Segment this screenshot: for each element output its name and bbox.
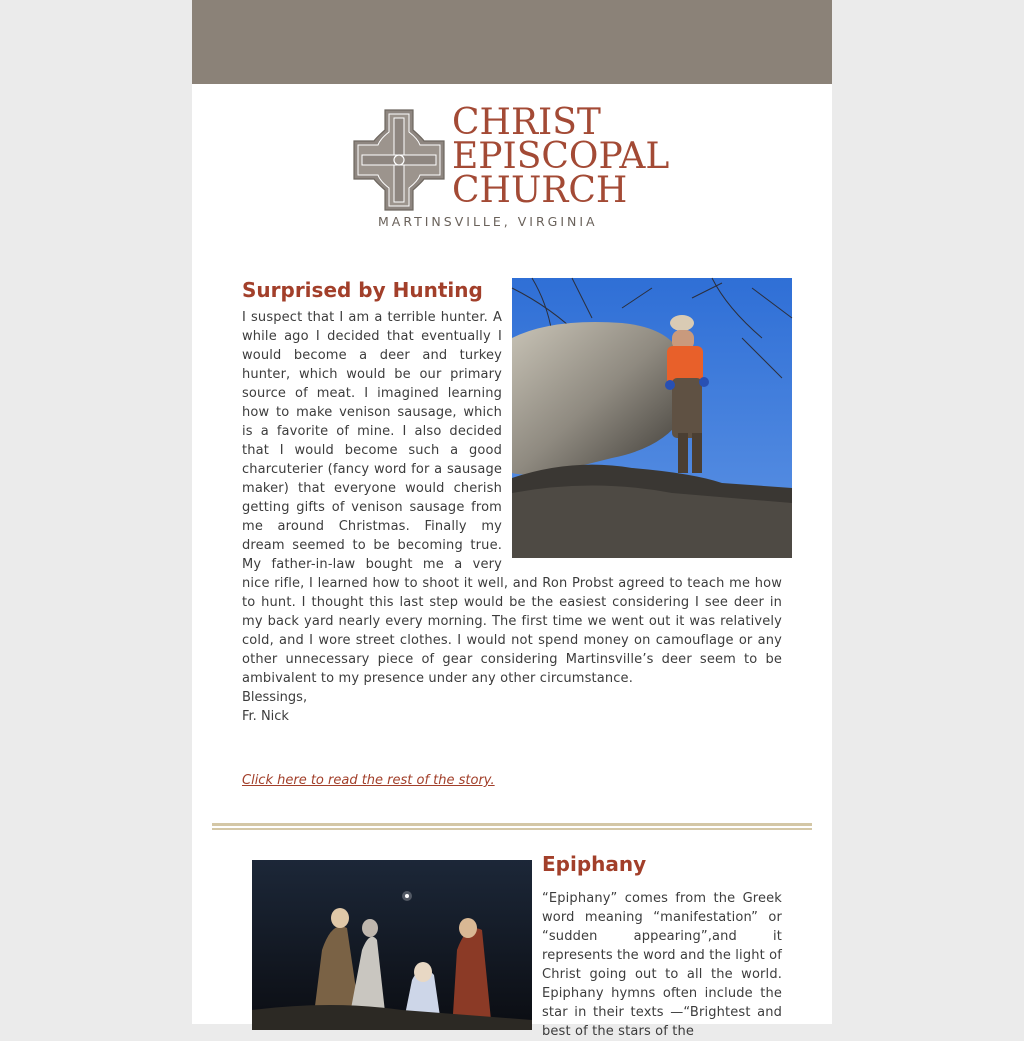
signature-text: Fr. Nick	[242, 709, 289, 724]
article-body: I suspect that I am a terrible hunter. A while ago I decided that eventually I would become a deer and turkey hunter, which would be our primary source of meat. I imagined learning how to make venison sausage, which is a favorite of mine. I also decided that I would become such a good charcuterier (fancy word for a sausage maker) that everyone would cherish getting gifts of venison sausage from me around Christmas. Finally my dream seemed to be becoming true. My father-in-law bought me a very nice rifle, I learned how to shoot it well, and Ron Probst agreed to teach me how to hunt. I thought this last step would be the easiest considering I see deer in my back yard nearly every morning. The first time we went out it was relatively cold, and I wore street clothes. I would not spend money on camouflage or any other unnecessary piece of gear considering Martinsville’s deer seem to be ambivalent to my presence under any other circumstance.	[242, 310, 782, 686]
logo-line-2: EPISCOPAL	[452, 136, 670, 177]
hunter-photo[interactable]	[512, 278, 792, 558]
section-divider	[212, 823, 812, 830]
logo-tagline: MARTINSVILLE, VIRGINIA	[378, 214, 598, 229]
church-logo[interactable]	[352, 102, 674, 230]
article-epiphany	[542, 852, 782, 1041]
article-surprised-by-hunting	[242, 278, 782, 726]
cross-icon	[352, 108, 446, 212]
closing-text: Blessings,	[242, 690, 308, 705]
article-title: Surprised by Hunting	[242, 278, 483, 302]
logo-line-1: CHRIST	[452, 102, 601, 143]
logo-wordmark	[452, 102, 670, 211]
logo-line-3: CHURCH	[452, 170, 628, 211]
nativity-photo[interactable]	[252, 860, 532, 1030]
article-title: Epiphany	[542, 852, 647, 876]
read-more-link[interactable]: Click here to read the rest of the story.	[242, 773, 495, 788]
article-body: “Epiphany” comes from the Greek word meaning “manifestation” or “sudden appearing”,and it represents the word and the light of Christ going out to all the world. Epiphany hymns often include the star in their texts —“Brightest and best of the stars of the	[542, 891, 782, 1039]
header-band	[192, 0, 832, 84]
email-body	[192, 0, 832, 1039]
